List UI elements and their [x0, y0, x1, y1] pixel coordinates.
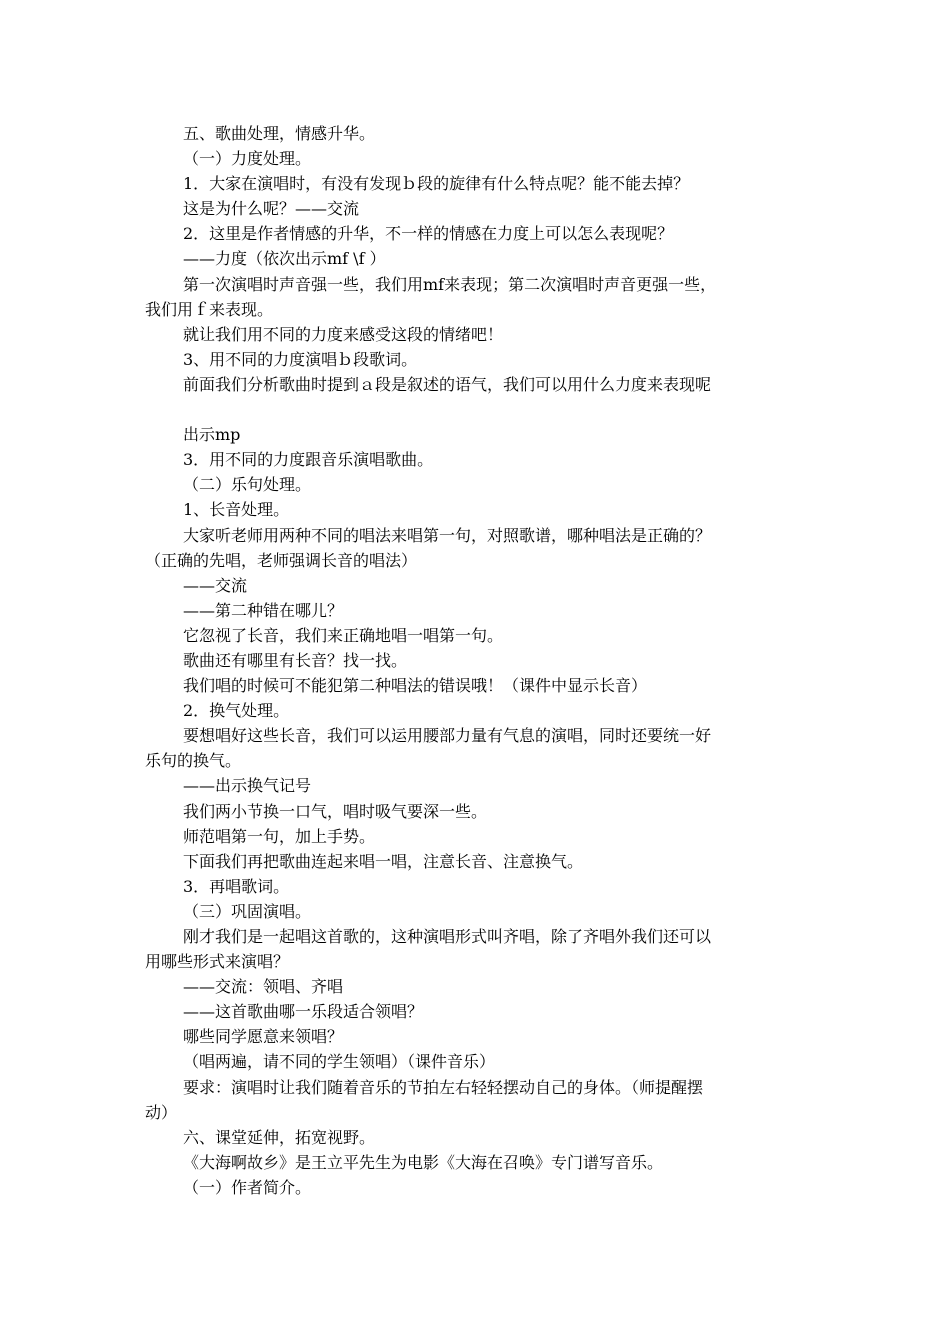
- text-line: 3、用不同的力度演唱ｂ段歌词。: [183, 349, 418, 369]
- text-line: 我们用ｆ来表现。: [145, 299, 274, 319]
- text-line: 《大海啊故乡》是王立平先生为电影《大海在召唤》专门谱写音乐。: [183, 1152, 664, 1172]
- text-line: 哪些同学愿意来领唱？: [183, 1027, 344, 1047]
- text-line: 六、课堂延伸，拓宽视野。: [183, 1127, 376, 1147]
- text-line: 乐句的换气。: [145, 751, 242, 771]
- text-line: 就让我们用不同的力度来感受这段的情绪吧！: [183, 324, 504, 344]
- text-line: 前面我们分析歌曲时提到ａ段是叙述的语气，我们可以用什么力度来表现呢: [183, 374, 712, 394]
- text-line: 出示mp: [183, 425, 241, 445]
- text-line: 3．再唱歌词。: [183, 876, 290, 896]
- text-line: 下面我们再把歌曲连起来唱一唱，注意长音、注意换气。: [183, 851, 584, 871]
- document-body: [145, 121, 810, 1200]
- text-line: 刚才我们是一起唱这首歌的，这种演唱形式叫齐唱，除了齐唱外我们还可以: [183, 927, 712, 946]
- text-line: 它忽视了长音，我们来正确地唱一唱第一句。: [183, 625, 504, 645]
- text-line: ——第二种错在哪儿？: [183, 600, 344, 620]
- text-line: 动）: [145, 1102, 178, 1122]
- text-line: 1、长音处理。: [183, 500, 290, 520]
- text-line: 3．用不同的力度跟音乐演唱歌曲。: [183, 450, 434, 470]
- text-line: （唱两遍，请不同的学生领唱）（课件音乐）: [183, 1052, 496, 1072]
- text-line: 要求：演唱时让我们随着音乐的节拍左右轻轻摆动自己的身体。（师提醒摆: [183, 1077, 704, 1097]
- text-line: （一）作者简介。: [183, 1177, 312, 1197]
- text-line: ——出示换气记号: [183, 776, 312, 796]
- text-line: ——交流：领唱、齐唱: [183, 977, 344, 997]
- text-line: 1．大家在演唱时，有没有发现ｂ段的旋律有什么特点呢？能不能去掉？: [183, 174, 690, 194]
- text-line: 大家听老师用两种不同的唱法来唱第一句，对照歌谱，哪种唱法是正确的？: [183, 525, 712, 545]
- blank-line: [145, 397, 810, 422]
- text-line: 我们两小节换一口气，唱时吸气要深一些。: [183, 801, 488, 821]
- text-line: 要想唱好这些长音，我们可以运用腰部力量有气息的演唱，同时还要统一好: [183, 726, 712, 746]
- text-line: （三）巩固演唱。: [183, 901, 312, 921]
- text-line: 用哪些形式来演唱？: [145, 952, 290, 972]
- text-line: 2．换气处理。: [183, 701, 290, 721]
- text-line: 我们唱的时候可不能犯第二种唱法的错误哦！（课件中显示长音）: [183, 676, 648, 696]
- text-line: （二）乐句处理。: [183, 475, 312, 495]
- text-line: 师范唱第一句，加上手势。: [183, 826, 376, 846]
- text-line: 2．这里是作者情感的升华，不一样的情感在力度上可以怎么表现呢？: [183, 224, 674, 244]
- text-line: 这是为什么呢？——交流: [183, 199, 360, 219]
- text-line: ——力度（依次出示mf \f ）: [183, 249, 386, 269]
- text-line: ——交流: [183, 575, 248, 595]
- text-line: （正确的先唱，老师强调长音的唱法）: [145, 550, 418, 570]
- text-line: （一）力度处理。: [183, 149, 312, 169]
- text-line: 五、歌曲处理，情感升华。: [183, 124, 376, 143]
- text-line: ——这首歌曲哪一乐段适合领唱？: [183, 1002, 424, 1022]
- text-line: 歌曲还有哪里有长音？找一找。: [183, 650, 408, 670]
- text-line: 第一次演唱时声音强一些，我们用mf来表现；第二次演唱时声音更强一些，: [183, 274, 717, 294]
